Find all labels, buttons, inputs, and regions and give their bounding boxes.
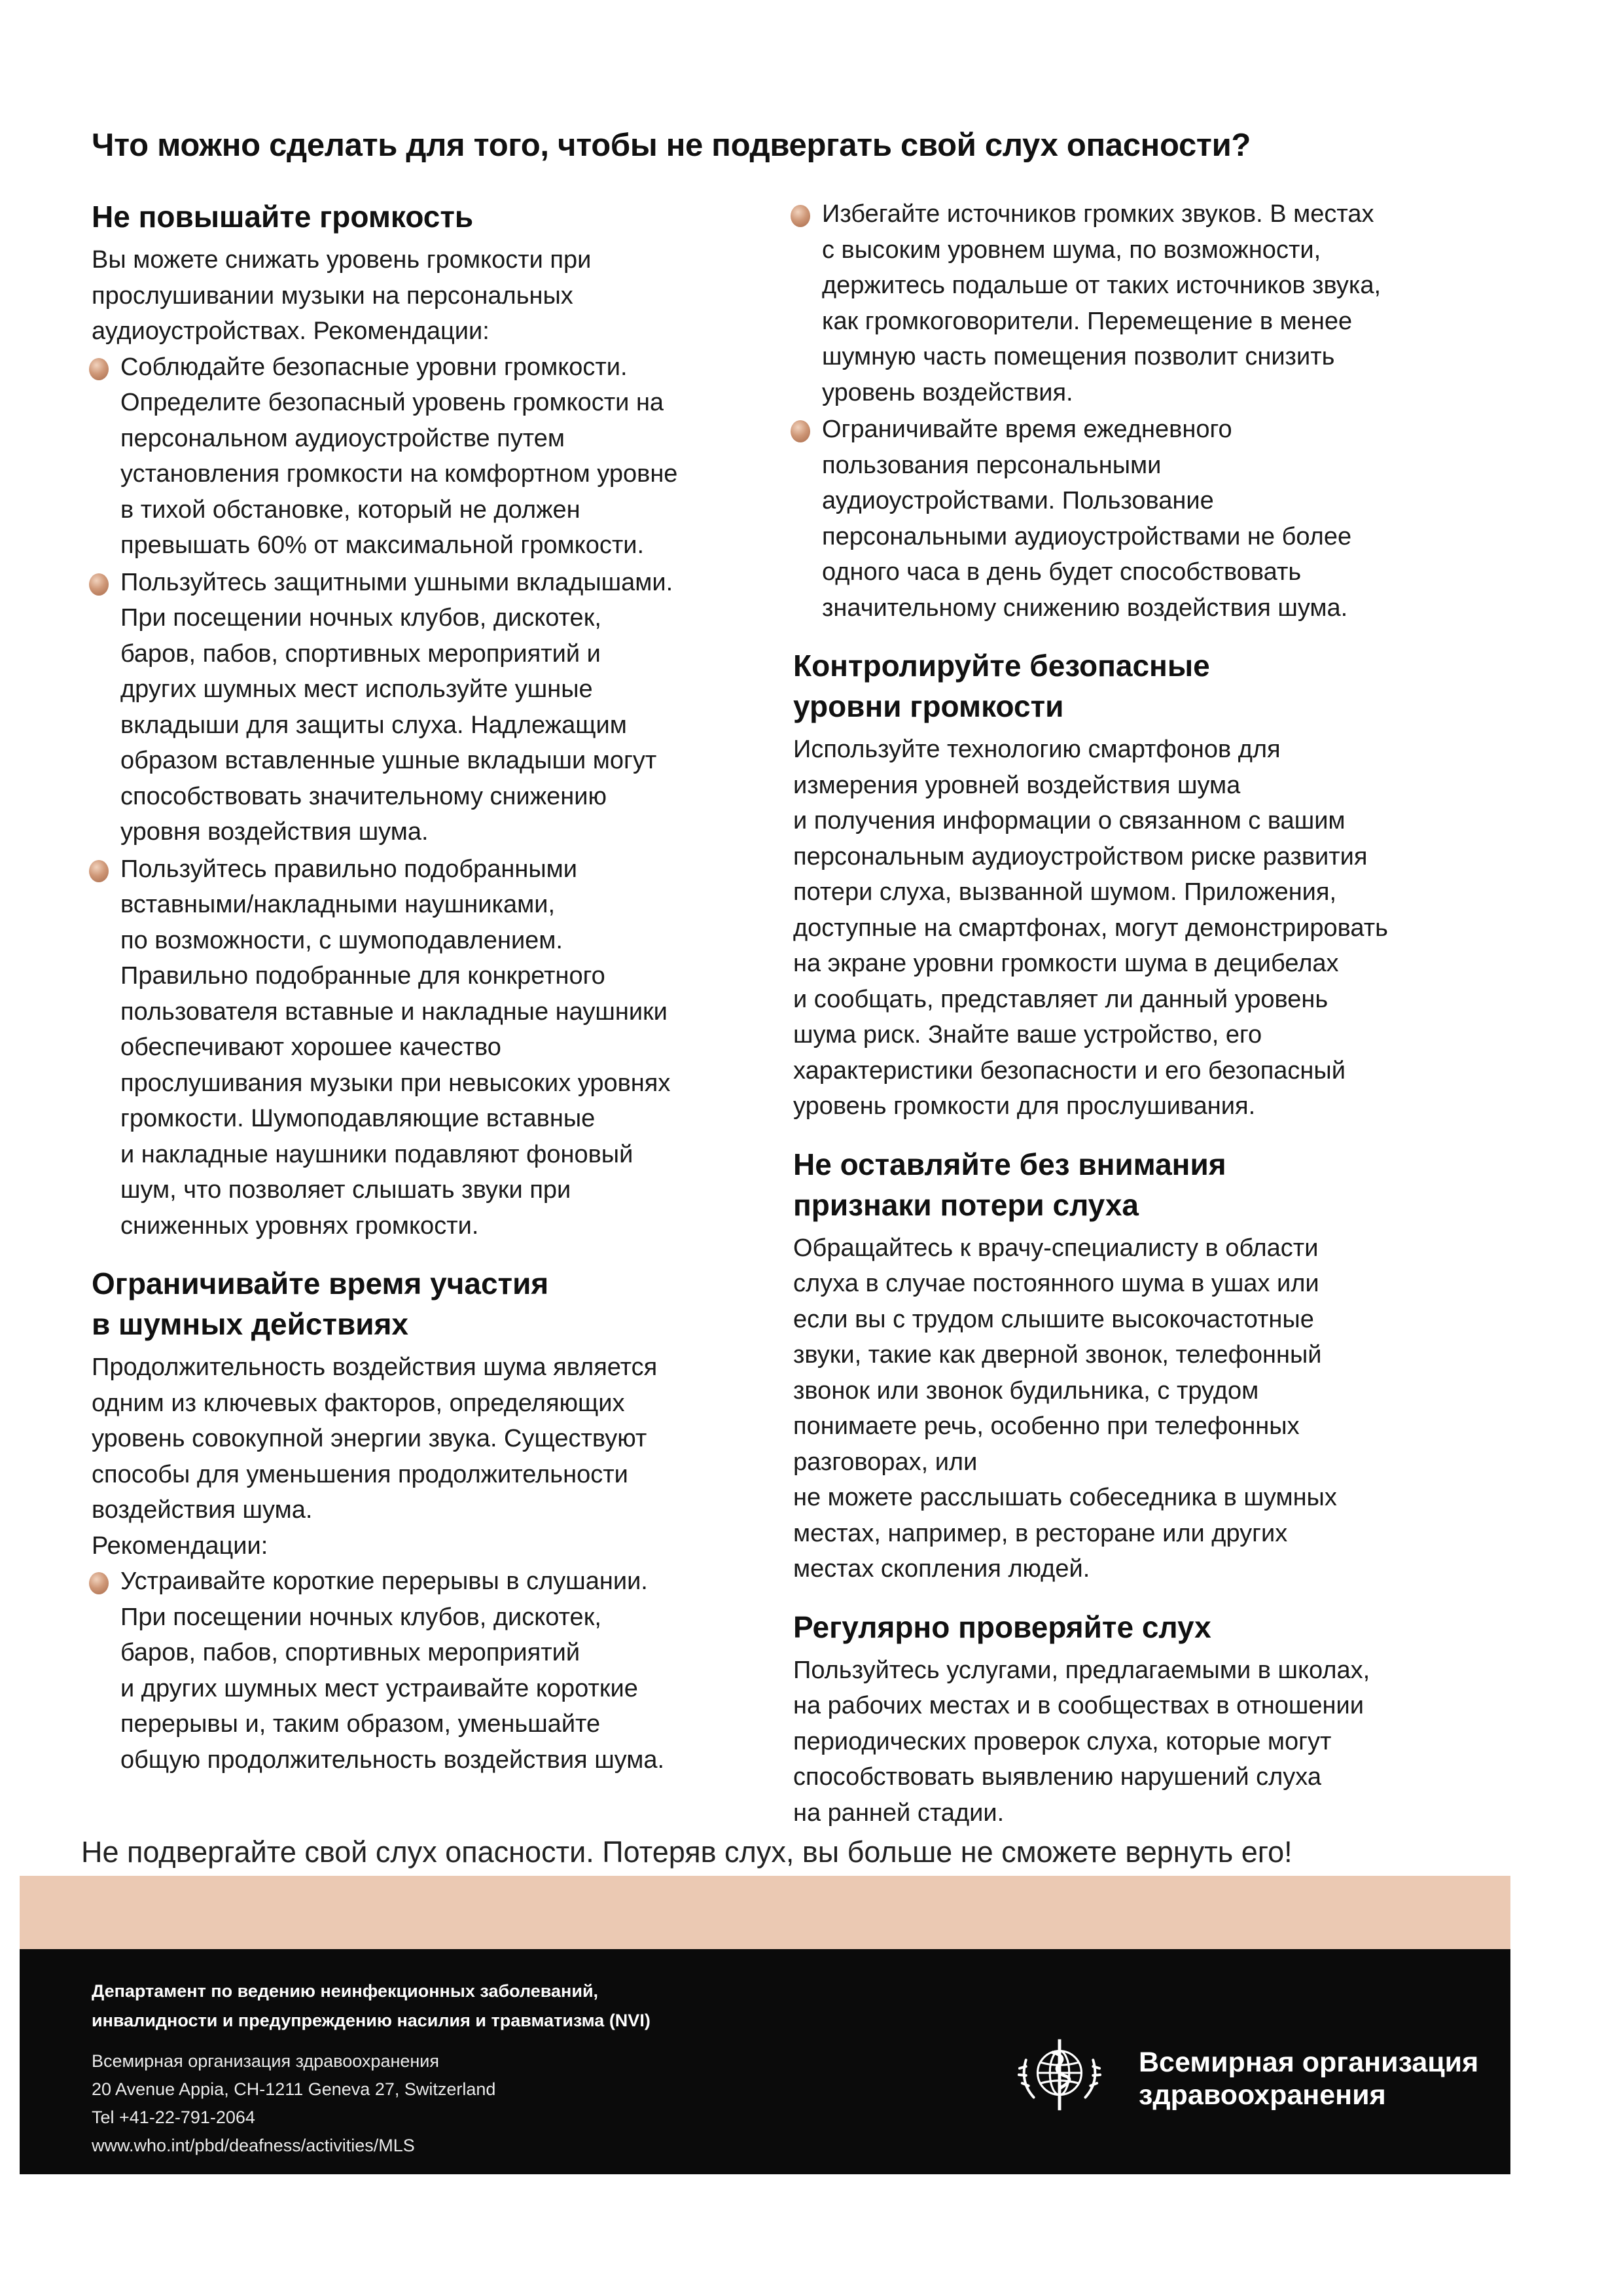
text-line: прослушивания музыки при невысоких уровнях bbox=[120, 1069, 671, 1097]
list-item bbox=[92, 350, 759, 564]
section-heading bbox=[793, 645, 1474, 726]
text-line: Устраивайте короткие перерывы в слушании. bbox=[120, 1568, 648, 1595]
list-item bbox=[92, 852, 759, 1244]
text-line: и накладные наушники подавляют фоновый bbox=[120, 1140, 633, 1168]
list-item bbox=[793, 412, 1474, 626]
section-text bbox=[793, 1653, 1474, 1831]
text-line: Департамент по ведению неинфекционных заболеваний, bbox=[92, 1981, 599, 2001]
text-line: персональном аудиоустройстве путем bbox=[120, 424, 565, 452]
text-line: и сообщать, представляет ли данный уровень bbox=[793, 985, 1329, 1013]
heading-line: признаки потери слуха bbox=[793, 1187, 1139, 1222]
text-line: других шумных мест используйте ушные bbox=[120, 675, 593, 703]
heading-line: Ограничивайте время участия bbox=[92, 1266, 549, 1300]
text-line: прослушивании музыки на персональных bbox=[92, 281, 573, 310]
text-line: на рабочих местах и в сообществах в отношении bbox=[793, 1692, 1364, 1719]
text-line: на ранней стадии. bbox=[793, 1799, 1005, 1827]
bullet-dot-icon bbox=[89, 1572, 109, 1594]
text-line: При посещении ночных клубов, дискотек, bbox=[120, 604, 601, 632]
text-line: сниженных уровнях громкости. bbox=[120, 1211, 479, 1240]
text-line: образом вставленные ушные вкладыши могут bbox=[120, 747, 657, 774]
text-line: аудиоустройствах. Рекомендации: bbox=[92, 317, 490, 345]
text-line: Всемирная организация bbox=[1139, 2047, 1479, 2078]
bullet-dot-icon bbox=[791, 205, 810, 227]
section-heading bbox=[92, 196, 759, 237]
text-line: При посещении ночных клубов, дискотек, bbox=[120, 1603, 601, 1631]
list-item bbox=[92, 1564, 759, 1778]
text-line: Продолжительность воздействия шума является bbox=[92, 1354, 658, 1381]
bullet-dot-icon bbox=[89, 573, 109, 596]
who-emblem-icon bbox=[1014, 2030, 1105, 2121]
text-line: звуки, такие как дверной звонок, телефонный bbox=[793, 1341, 1322, 1369]
heading-line: Не оставляйте без внимания bbox=[793, 1147, 1226, 1181]
text-line: Пользуйтесь правильно подобранными bbox=[120, 855, 578, 883]
bullet-dot-icon bbox=[89, 358, 109, 380]
text-line: инвалидности и предупреждению насилия и травматизма (NVI) bbox=[92, 2011, 651, 2030]
text-line: Определите безопасный уровень громкости на bbox=[120, 389, 664, 416]
street-address: 20 Avenue Appia, CH-1211 Geneva 27, Switzerland bbox=[92, 2079, 496, 2099]
section-volume bbox=[92, 196, 759, 1244]
section-duration bbox=[92, 1263, 759, 1778]
text-line: воздействия шума. bbox=[92, 1496, 313, 1524]
text-line: аудиоустройствами. Пользование bbox=[822, 487, 1214, 514]
text-line: Обращайтесь к врачу-специалисту в области bbox=[793, 1234, 1319, 1262]
text-line: Вы можете снижать уровень громкости при bbox=[92, 246, 592, 274]
heading-line: Регулярно проверяйте слух bbox=[793, 1609, 1211, 1644]
bullet-dot-icon bbox=[89, 860, 109, 882]
department-name bbox=[92, 1977, 651, 2036]
text-line: уровня воздействия шума. bbox=[120, 818, 429, 846]
text-line: способствовать значительному снижению bbox=[120, 782, 607, 810]
section-intro bbox=[92, 242, 759, 350]
right-column bbox=[793, 196, 1474, 1831]
heading-line: в шумных действиях bbox=[92, 1307, 408, 1341]
text-line: способы для уменьшения продолжительности bbox=[92, 1460, 628, 1488]
section-warning-signs bbox=[793, 1144, 1474, 1587]
text-line: персональным аудиоустройством риске развития bbox=[793, 842, 1368, 870]
text-line: в тихой обстановке, который не должен bbox=[120, 495, 580, 524]
text-line: Избегайте источников громких звуков. В местах bbox=[822, 200, 1374, 228]
text-line: вкладыши для защиты слуха. Надлежащим bbox=[120, 711, 627, 739]
left-column bbox=[92, 196, 759, 1778]
bullet-dot-icon bbox=[791, 420, 810, 442]
text-line: и других шумных мест устраивайте короткие bbox=[120, 1674, 638, 1702]
text-line: слуха в случае постоянного шума в ушах или bbox=[793, 1270, 1319, 1297]
text-line: пользования персональными bbox=[822, 451, 1162, 479]
text-line: Ограничивайте время ежедневного bbox=[822, 416, 1232, 443]
text-line: измерения уровней воздействия шума bbox=[793, 771, 1241, 799]
text-line: по возможности, с шумоподавлением. bbox=[120, 926, 563, 954]
text-line: если вы с трудом слышите высокочастотные bbox=[793, 1305, 1314, 1333]
text-line: местах, например, в ресторане или других bbox=[793, 1519, 1288, 1547]
text-line: баров, пабов, спортивных мероприятий bbox=[120, 1639, 580, 1666]
text-line: местах скопления людей. bbox=[793, 1555, 1090, 1583]
text-line: уровень воздействия. bbox=[822, 378, 1073, 406]
text-line: с высоким уровнем шума, по возможности, bbox=[822, 236, 1321, 264]
text-line: потери слуха, вызванной шумом. Приложения, bbox=[793, 878, 1337, 906]
section-heading bbox=[793, 1607, 1474, 1647]
text-line: Соблюдайте безопасные уровни громкости. bbox=[120, 353, 628, 381]
section-regular-check bbox=[793, 1607, 1474, 1831]
list-item bbox=[793, 196, 1474, 410]
section-heading bbox=[92, 1263, 759, 1344]
heading-line: уровни громкости bbox=[793, 689, 1064, 723]
list-item bbox=[92, 565, 759, 850]
text-line: обеспечивают хорошее качество bbox=[120, 1033, 501, 1061]
text-line: шум, что позволяет слышать звуки при bbox=[120, 1176, 571, 1204]
text-line: доступные на смартфонах, могут демонстрировать bbox=[793, 914, 1388, 942]
text-line: уровень совокупной энергии звука. Существуют bbox=[92, 1425, 647, 1452]
text-line: Пользуйтесь услугами, предлагаемыми в школах, bbox=[793, 1656, 1370, 1684]
text-line: одним из ключевых факторов, определяющих bbox=[92, 1389, 625, 1417]
text-line: и получения информации о связанном с вашим bbox=[793, 807, 1346, 834]
section-text bbox=[793, 1230, 1474, 1587]
text-line: общую продолжительность воздействия шума. bbox=[120, 1746, 665, 1774]
section-heading bbox=[793, 1144, 1474, 1225]
text-line: превышать 60% от максимальной громкости. bbox=[120, 531, 645, 559]
text-line: перерывы и, таким образом, уменьшайте bbox=[120, 1710, 601, 1738]
text-line: одного часа в день будет способствовать bbox=[822, 558, 1302, 586]
text-line: значительному снижению воздействия шума. bbox=[822, 594, 1348, 622]
text-line: баров, пабов, спортивных мероприятий и bbox=[120, 639, 601, 668]
text-line: способствовать выявлению нарушений слуха bbox=[793, 1763, 1322, 1791]
text-line: шумную часть помещения позволит снизить bbox=[822, 343, 1335, 370]
text-line: уровень громкости для прослушивания. bbox=[793, 1092, 1256, 1120]
accent-band bbox=[20, 1876, 1510, 1949]
heading-line: Не повышайте громкость bbox=[92, 200, 474, 234]
section-text bbox=[793, 732, 1474, 1124]
page-title: Что можно сделать для того, чтобы не подвергать свой слух опасности? bbox=[92, 128, 1251, 163]
text-line: разговорах, или bbox=[793, 1448, 978, 1476]
who-logo-text bbox=[1139, 2046, 1478, 2111]
text-line: Используйте технологию смартфонов для bbox=[793, 736, 1281, 763]
text-line: понимаете речь, особенно при телефонных bbox=[793, 1412, 1300, 1440]
text-line: персональными аудиоустройствами не более bbox=[822, 522, 1352, 550]
text-line: вставными/накладными наушниками, bbox=[120, 891, 556, 918]
footer bbox=[20, 1949, 1510, 2174]
text-line: не можете расслышать собеседника в шумных bbox=[793, 1484, 1337, 1511]
heading-line: Контролируйте безопасные bbox=[793, 649, 1210, 683]
organization-name: Всемирная организация здравоохранения bbox=[92, 2051, 440, 2071]
text-line: характеристики безопасности и его безопасный bbox=[793, 1056, 1346, 1085]
text-line: Правильно подобранные для конкретного bbox=[120, 962, 605, 990]
text-line: на экране уровни громкости шума в децибелах bbox=[793, 950, 1339, 977]
contact-address bbox=[92, 2047, 495, 2160]
text-line: как громкоговорители. Перемещение в менее bbox=[822, 307, 1353, 335]
text-line: держитесь подальше от таких источников звука, bbox=[822, 272, 1382, 299]
text-line: установления громкости на комфортном уровне bbox=[120, 460, 678, 488]
text-line: шума риск. Знайте ваше устройство, его bbox=[793, 1021, 1262, 1049]
text-line: звонок или звонок будильника, с трудом bbox=[793, 1376, 1259, 1405]
text-line: Пользуйтесь защитными ушными вкладышами. bbox=[120, 568, 673, 596]
text-line: пользователя вставные и накладные наушники bbox=[120, 997, 668, 1026]
section-monitor-volume bbox=[793, 645, 1474, 1124]
section-intro bbox=[92, 1350, 759, 1564]
tagline: Не подвергайте свой слух опасности. Потеряв слух, вы больше не сможете вернуть его! bbox=[81, 1835, 1293, 1869]
text-line: Рекомендации: bbox=[92, 1532, 268, 1560]
text-line: громкости. Шумоподавляющие вставные bbox=[120, 1105, 596, 1132]
phone-number: Tel +41-22-791-2064 bbox=[92, 2108, 255, 2127]
text-line: периодических проверок слуха, которые могут bbox=[793, 1727, 1332, 1755]
website-link[interactable]: www.who.int/pbd/deafness/activities/MLS bbox=[92, 2136, 415, 2155]
text-line: здравоохранения bbox=[1139, 2079, 1386, 2111]
